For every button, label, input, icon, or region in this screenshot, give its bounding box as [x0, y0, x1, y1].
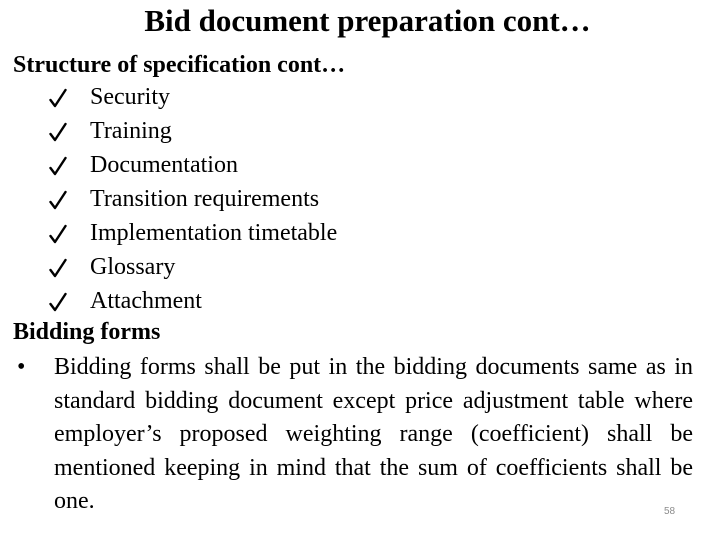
checklist-item-label: Security [90, 84, 170, 110]
checklist-item-label: Glossary [90, 254, 176, 280]
check-mark-icon [49, 252, 67, 282]
bidding-forms-text: Bidding forms shall be put in the bidding documents same as in standard bidding document except price adjustment table where employer’s proposed weighting range (coefficient) shall be mentioned keeping in mind that the sum of coefficients shall be one. [54, 354, 693, 515]
section-heading-bidding-forms: Bidding forms [13, 319, 161, 345]
check-mark-icon [49, 150, 67, 180]
check-mark-icon [49, 218, 67, 248]
check-mark-icon [49, 116, 67, 146]
checklist-item-label: Transition requirements [90, 186, 320, 212]
checklist-item-label: Documentation [90, 152, 238, 178]
checklist-item-label: Training [90, 118, 172, 144]
page-number: 58 [664, 506, 676, 517]
section-heading-structure: Structure of specification cont… [13, 52, 346, 78]
check-mark-icon [49, 286, 67, 316]
bullet-icon: • [17, 354, 26, 380]
checklist-item-label: Attachment [90, 288, 202, 314]
bidding-forms-bullet [13, 351, 693, 519]
check-mark-icon [49, 82, 67, 112]
slide-title: Bid document preparation cont… [144, 3, 591, 38]
check-mark-icon [49, 184, 67, 214]
checklist-item-label: Implementation timetable [90, 220, 338, 246]
